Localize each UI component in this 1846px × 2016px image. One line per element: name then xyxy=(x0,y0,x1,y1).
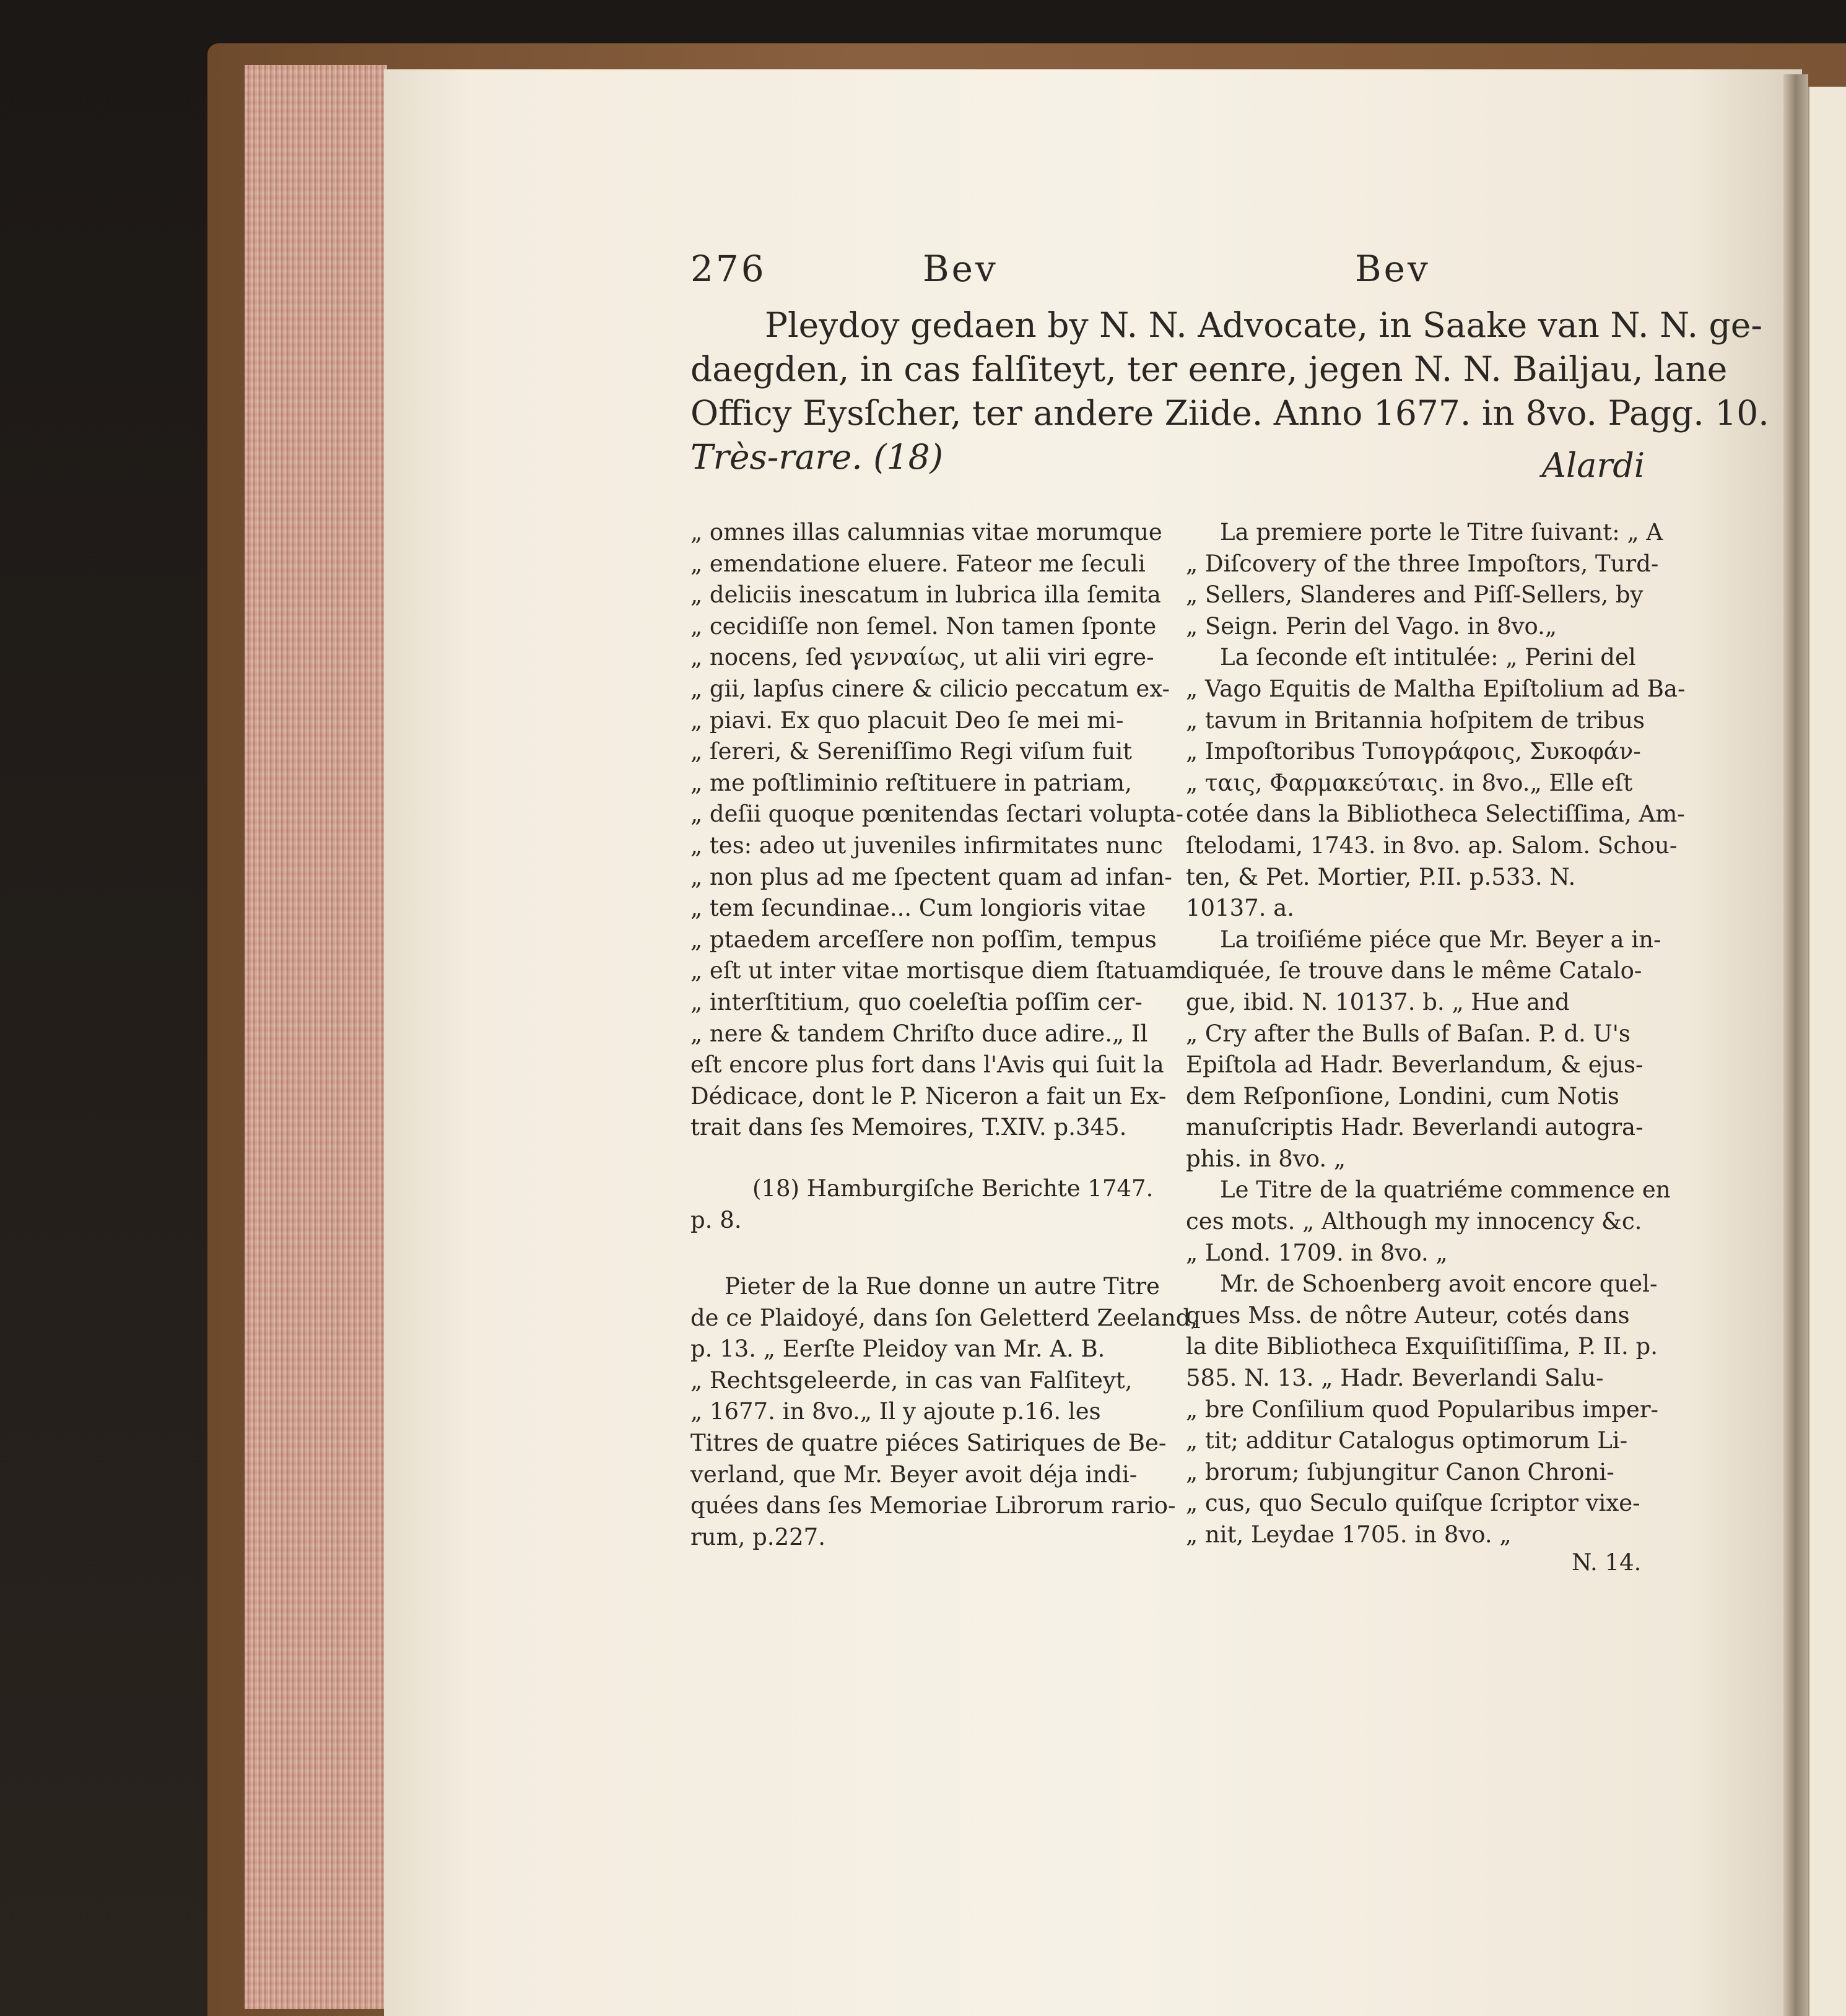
text-line: verland, que Mr. Beyer avoit déja indi- xyxy=(690,1461,1138,1488)
text-line: „ tem ſecundinae... Cum longioris vitae xyxy=(690,895,1146,922)
left-column xyxy=(690,517,1187,1144)
title-line: Très-rare. (18) xyxy=(690,437,944,477)
text-line: la dite Bibliotheca Exquiſitiſſima, P. II. p. xyxy=(1186,1333,1658,1360)
text-line: „ non plus ad me ſpectent quam ad infan- xyxy=(690,863,1172,890)
text-line: dem Reſponſione, Londini, cum Notis xyxy=(1186,1082,1619,1110)
text-line: Mr. de Schoenberg avoit encore quel- xyxy=(1220,1271,1658,1298)
text-line: „ deſii quoque pœnitendas ſectari volupta- xyxy=(690,801,1184,828)
text-line: Le Titre de la quatriéme commence en xyxy=(1220,1176,1671,1204)
text-line: Epiſtola ad Hadr. Beverlandum, & ejus- xyxy=(1186,1051,1644,1079)
text-line: ques Mss. de nôtre Auteur, cotés dans xyxy=(1186,1301,1630,1329)
text-line: rum, p.227. xyxy=(690,1523,825,1550)
text-line: „ eſt ut inter vitae mortisque diem ſtatuam xyxy=(690,957,1187,984)
text-line: „ nere & tandem Chriſto duce adire.„ Il xyxy=(690,1020,1148,1047)
page-number: 276 xyxy=(690,248,767,290)
text-line: La premiere porte le Titre ſuivant: „ A xyxy=(1220,519,1663,545)
text-line: „ ταις, Φαρμακεύταις. in 8vo.„ Elle eſt xyxy=(1186,769,1633,796)
book-gutter xyxy=(1783,74,1808,2016)
text-line: 585. N. 13. „ Hadr. Beverlandi Salu- xyxy=(1186,1365,1604,1392)
text-line: La ſeconde eſt intitulée: „ Perini del xyxy=(1220,644,1636,671)
text-line: cotée dans la Bibliotheca Selectiſſima, Am- xyxy=(1186,801,1685,828)
text-line: „ Impoſtoribus Τυπογράφοις, Συκοφάν- xyxy=(1186,738,1641,765)
text-line: „ omnes illas calumnias vitae morumque xyxy=(690,519,1162,545)
text-line: „ Cry after the Bulls of Baſan. P. d. U's xyxy=(1186,1020,1630,1047)
text-line: La troiſiéme piéce que Mr. Beyer a in- xyxy=(1220,926,1661,953)
text-line: diquée, ſe trouve dans le même Catalo- xyxy=(1186,957,1642,984)
text-line: Titres de quatre piéces Satiriques de Be- xyxy=(690,1429,1167,1456)
text-line: „ emendatione eluere. Fateor me ſeculi xyxy=(690,550,1146,577)
text-line: trait dans ſes Memoires, T.XIV. p.345. xyxy=(690,1114,1127,1141)
text-line: „ cus, quo Seculo quiſque ſcriptor vixe- xyxy=(1186,1490,1640,1517)
text-line: „ nocens, ſed γενναίως, ut alii viri egre- xyxy=(690,644,1154,671)
title-line: Pleydoy gedaen by N. N. Advocate, in Saake van N. N. ge- xyxy=(765,305,1762,345)
text-line: „ ptaedem arceſſere non poſſim, tempus xyxy=(690,926,1157,953)
text-line: „ Lond. 1709. in 8vo. „ xyxy=(1186,1239,1448,1266)
text-line: eſt encore plus fort dans l'Avis qui ſuit la xyxy=(690,1051,1164,1079)
footnote-line: p. 8. xyxy=(690,1206,742,1233)
text-line: „ Diſcovery of the three Impoſtors, Turd- xyxy=(1186,550,1659,577)
text-line: „ deliciis inescatum in lubrica illa ſemita xyxy=(690,581,1161,609)
text-line: de ce Plaidoyé, dans ſon Geletterd Zeeland, xyxy=(690,1304,1198,1331)
text-line: „ me poſtliminio reſtituere in patriam, xyxy=(690,769,1132,796)
next-page-edge xyxy=(1808,87,1846,2016)
text-line: „ ſereri, & Sereniſſimo Regi viſum fuit xyxy=(690,738,1133,765)
text-line: „ brorum; ſubjungitur Canon Chroni- xyxy=(1186,1458,1614,1485)
running-head-left: Bev xyxy=(923,248,998,290)
text-line: „ cecidiſſe non ſemel. Non tamen ſponte xyxy=(690,612,1157,640)
text-line: „ bre Conſilium quod Popularibus imper- xyxy=(1186,1396,1659,1423)
running-head-right: Bev xyxy=(1355,248,1430,290)
text-line: phis. in 8vo. „ xyxy=(1186,1145,1346,1172)
text-line: „ tit; additur Catalogus optimorum Li- xyxy=(1186,1427,1628,1454)
text-line: „ gii, lapſus cinere & cilicio peccatum ex- xyxy=(690,675,1170,702)
text-line: „ piavi. Ex quo placuit Deo ſe mei mi- xyxy=(690,706,1124,734)
footnote xyxy=(690,1173,1155,1236)
page-edges xyxy=(245,65,387,2009)
title-entry xyxy=(690,303,1769,479)
text-line: „ Rechtsgeleerde, in cas van Falſiteyt, xyxy=(690,1366,1133,1394)
text-line: manuſcriptis Hadr. Beverlandi autogra- xyxy=(1186,1114,1644,1141)
footnote-line: (18) Hamburgiſche Berichte 1747. xyxy=(752,1175,1154,1202)
catchword-top: Alardi xyxy=(1542,446,1645,485)
text-line: ten, & Pet. Mortier, P.II. p.533. N. xyxy=(1186,863,1576,890)
text-line: „ 1677. in 8vo.„ Il y ajoute p.16. les xyxy=(690,1398,1101,1425)
text-line: „ Vago Equitis de Maltha Epiſtolium ad Ba- xyxy=(1186,675,1686,702)
text-line: „ Sellers, Slanderes and Piſſ-Sellers, by xyxy=(1186,581,1644,609)
catchword-bottom: N. 14. xyxy=(1572,1549,1642,1576)
text-line: Pieter de la Rue donne un autre Titre xyxy=(725,1273,1160,1300)
text-line: p. 13. „ Eerſte Pleidoy van Mr. A. B. xyxy=(690,1336,1105,1363)
text-line: ſtelodami, 1743. in 8vo. ap. Salom. Schou- xyxy=(1186,832,1678,859)
title-line: Officy Eysſcher, ter andere Ziide. Anno 1677. in 8vo. Pagg. 10. xyxy=(690,393,1769,433)
text-line: Dédicace, dont le P. Niceron a fait un Ex- xyxy=(690,1082,1167,1110)
text-line: 10137. a. xyxy=(1186,895,1295,922)
text-line: quées dans ſes Memoriae Librorum rario- xyxy=(690,1492,1176,1519)
text-line: gue, ibid. N. 10137. b. „ Hue and xyxy=(1186,988,1570,1015)
text-line: „ nit, Leydae 1705. in 8vo. „ xyxy=(1186,1521,1512,1548)
text-line: „ tavum in Britannia hoſpitem de tribus xyxy=(1186,706,1645,734)
title-line: daegden, in cas falſiteyt, ter eenre, jegen N. N. Bailjau, lane xyxy=(690,349,1728,389)
text-line: „ interſtitium, quo coeleſtia poſſim cer- xyxy=(690,988,1143,1015)
text-line: ces mots. „ Although my innocency &c. xyxy=(1186,1208,1642,1235)
text-line: „ tes: adeo ut juveniles infirmitates nunc xyxy=(690,832,1163,859)
text-line: „ Seign. Perin del Vago. in 8vo.„ xyxy=(1186,612,1557,640)
left-column-continued xyxy=(690,1271,1198,1553)
right-column xyxy=(1186,517,1686,1551)
